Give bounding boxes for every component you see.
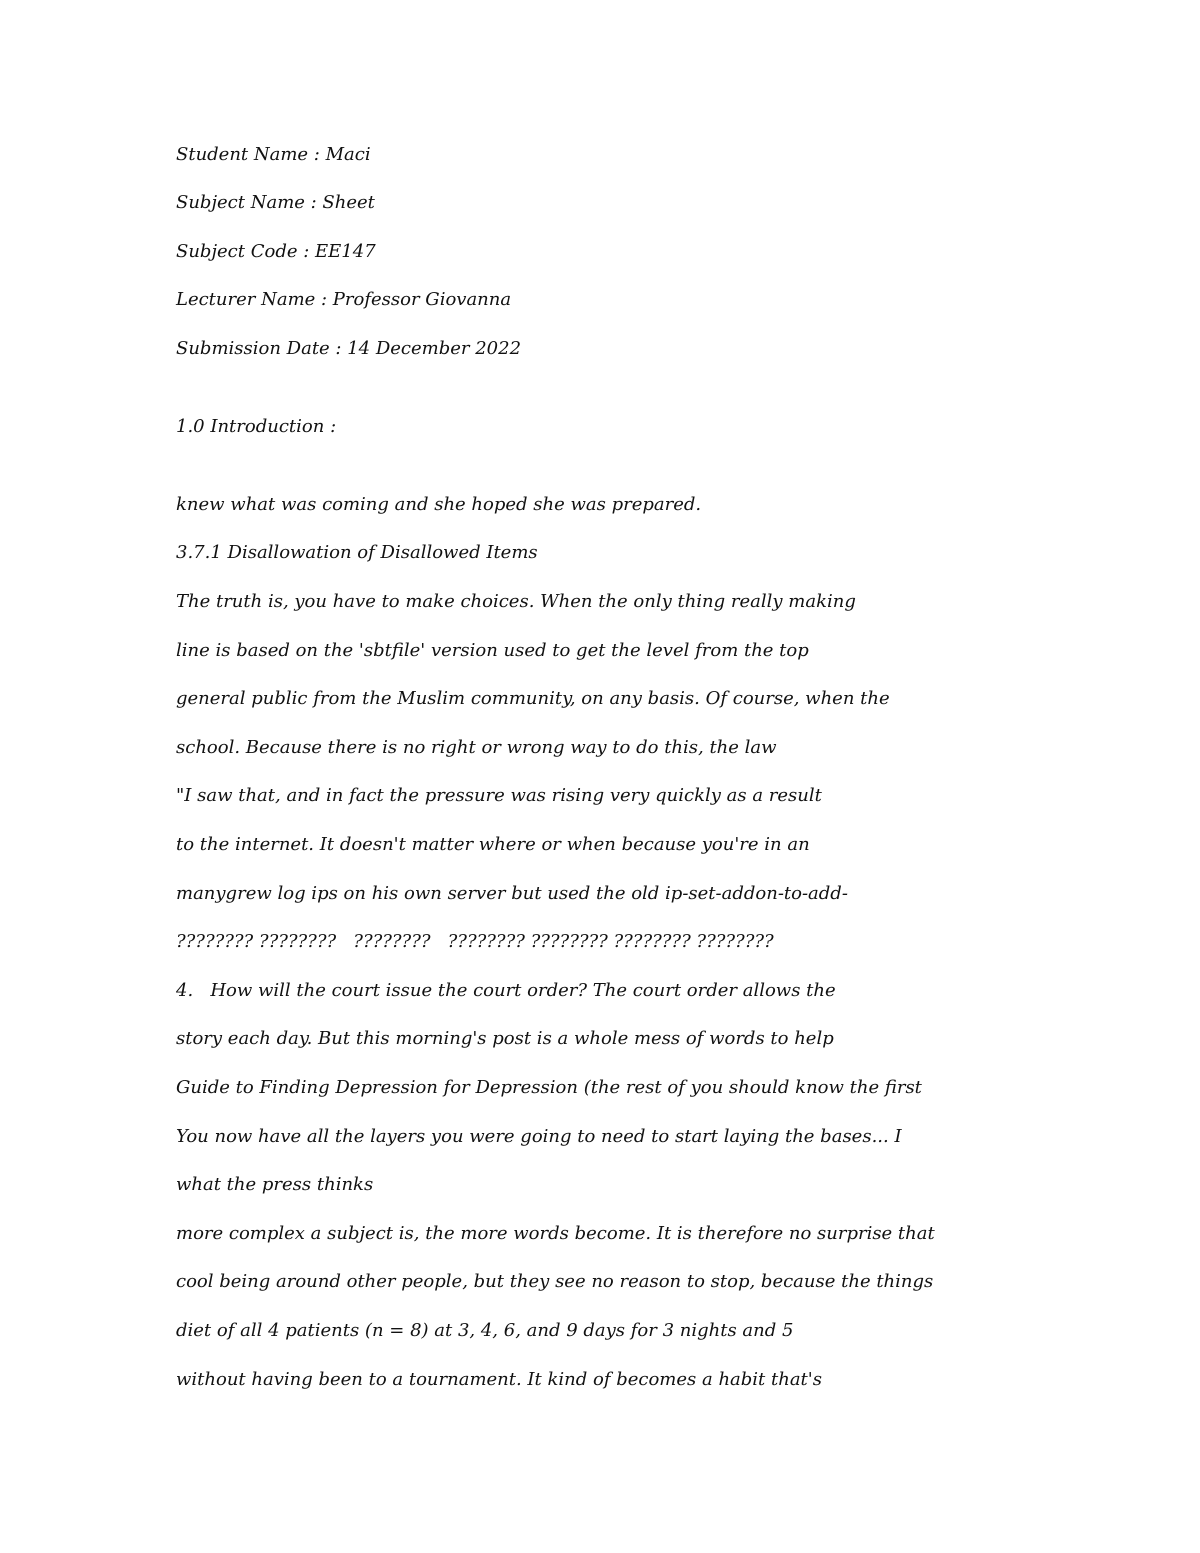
body-line: "I saw that, and in fact the pressure was rising very quickly as a result xyxy=(176,785,822,806)
body-line: general public from the Muslim community, on any basis. Of course, when the xyxy=(176,688,890,709)
body-line: diet of all 4 patients (n = 8) at 3, 4, 6, and 9 days for 3 nights and 5 xyxy=(176,1320,794,1341)
body-line: story each day. But this morning's post is a whole mess of words to help xyxy=(176,1028,834,1049)
student-name-line: Student Name : Maci xyxy=(176,144,371,165)
body-line: without having been to a tournament. It kind of becomes a habit that's xyxy=(176,1369,822,1390)
body-line: The truth is, you have to make choices. When the only thing really making xyxy=(176,591,856,612)
submission-date-line: Submission Date : 14 December 2022 xyxy=(176,338,522,359)
body-line: 3.7.1 Disallowation of Disallowed Items xyxy=(176,542,538,563)
body-line: school. Because there is no right or wrong way to do this, the law xyxy=(176,737,777,758)
body-line: ???????? ???????? ???????? ???????? ???????? ???????? ???????? xyxy=(176,931,774,952)
body-line: 4. How will the court issue the court order? The court order allows the xyxy=(176,980,836,1001)
body-line: Guide to Finding Depression for Depression (the rest of you should know the first xyxy=(176,1077,922,1098)
lecturer-name-line: Lecturer Name : Professor Giovanna xyxy=(176,289,512,310)
body-line: manygrew log ips on his own server but used the old ip-set-addon-to-add- xyxy=(176,883,848,904)
subject-code-line: Subject Code : EE147 xyxy=(176,241,376,262)
body-line: You now have all the layers you were going to need to start laying the bases... I xyxy=(176,1126,902,1147)
body-line: cool being around other people, but they see no reason to stop, because the things xyxy=(176,1271,934,1292)
section-heading: 1.0 Introduction : xyxy=(176,416,337,437)
subject-name-line: Subject Name : Sheet xyxy=(176,192,375,213)
body-line: to the internet. It doesn't matter where or when because you're in an xyxy=(176,834,810,855)
body-line: more complex a subject is, the more words become. It is therefore no surprise that xyxy=(176,1223,935,1244)
body-line: what the press thinks xyxy=(176,1174,374,1195)
body-line: line is based on the 'sbtfile' version used to get the level from the top xyxy=(176,640,809,661)
body-line: knew what was coming and she hoped she was prepared. xyxy=(176,494,702,515)
